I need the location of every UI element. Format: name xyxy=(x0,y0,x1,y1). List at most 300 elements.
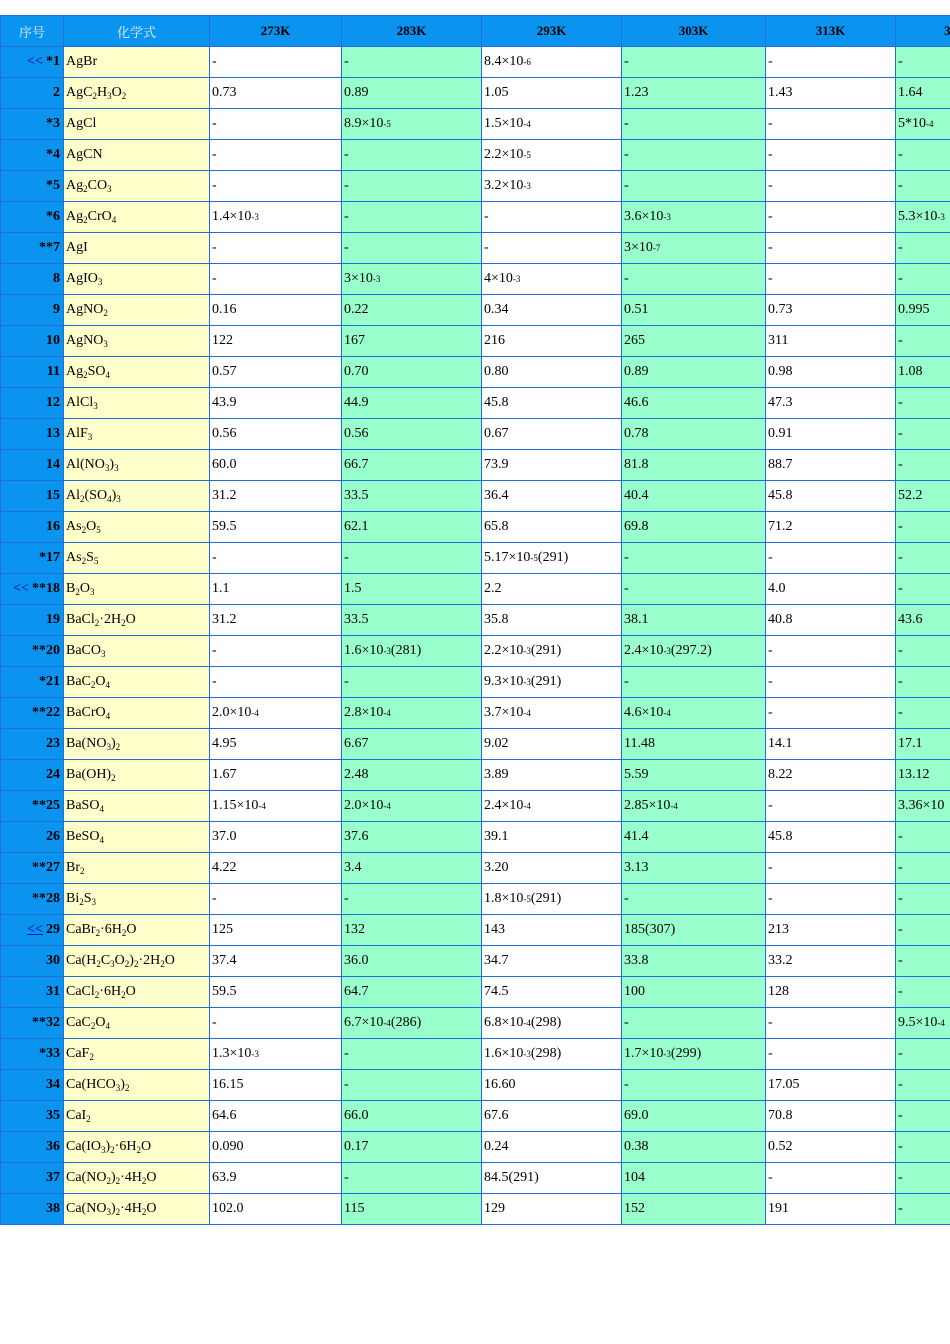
formula-cell: $Ca(IO_3)_2\cdot 6H_2O$ xyxy=(64,1132,210,1163)
solubility-cell: - xyxy=(896,1163,950,1194)
solubility-cell: 81.8 xyxy=(622,450,766,481)
solubility-cell: 1.6×10-3(298) xyxy=(482,1039,622,1070)
solubility-cell: 47.3 xyxy=(766,388,896,419)
solubility-cell: - xyxy=(210,1008,342,1039)
row-number: 29 xyxy=(46,922,60,937)
table-row xyxy=(1,1008,950,1039)
solubility-cell: - xyxy=(896,233,950,264)
back-link[interactable]: << xyxy=(13,581,29,596)
solubility-cell: 1.5×10-4 xyxy=(482,109,622,140)
table-row xyxy=(1,202,950,233)
solubility-cell: 1.7×10-3(299) xyxy=(622,1039,766,1070)
row-index xyxy=(1,729,64,760)
solubility-cell: - xyxy=(896,853,950,884)
row-number: **32 xyxy=(32,1015,60,1030)
solubility-cell: 66.0 xyxy=(342,1101,482,1132)
row-number: 23 xyxy=(46,736,60,751)
solubility-cell: 104 xyxy=(622,1163,766,1194)
solubility-cell: - xyxy=(210,667,342,698)
solubility-cell: 71.2 xyxy=(766,512,896,543)
back-link[interactable]: << xyxy=(27,922,43,937)
table-row xyxy=(1,946,950,977)
table-row xyxy=(1,884,950,915)
row-index xyxy=(1,1101,64,1132)
solubility-cell: 36.0 xyxy=(342,946,482,977)
solubility-cell: - xyxy=(896,543,950,574)
solubility-cell: 31.2 xyxy=(210,481,342,512)
formula-cell: $BaCl_2\cdot 2H_2O$ xyxy=(64,605,210,636)
solubility-cell: 265 xyxy=(622,326,766,357)
row-number: 31 xyxy=(46,984,60,999)
solubility-cell: 43.6 xyxy=(896,605,950,636)
solubility-cell: 6.67 xyxy=(342,729,482,760)
row-index xyxy=(1,140,64,171)
solubility-cell: 46.6 xyxy=(622,388,766,419)
solubility-cell: 1.8×10-5(291) xyxy=(482,884,622,915)
solubility-cell: - xyxy=(896,140,950,171)
table-row xyxy=(1,388,950,419)
solubility-cell: 0.56 xyxy=(342,419,482,450)
solubility-cell: - xyxy=(766,698,896,729)
solubility-cell: - xyxy=(622,171,766,202)
solubility-cell: 0.34 xyxy=(482,295,622,326)
row-index xyxy=(1,822,64,853)
formula-cell: $Ca(NO_3)_2\cdot 4H_2O$ xyxy=(64,1194,210,1225)
row-number: 12 xyxy=(46,395,60,410)
solubility-cell: - xyxy=(896,450,950,481)
solubility-cell: 2.2 xyxy=(482,574,622,605)
row-index xyxy=(1,1070,64,1101)
solubility-cell: 36.4 xyxy=(482,481,622,512)
solubility-cell: 143 xyxy=(482,915,622,946)
header-temp-293: 293K xyxy=(482,16,622,47)
formula-cell: AlF$_3$ xyxy=(64,419,210,450)
row-index xyxy=(1,667,64,698)
solubility-cell: 45.8 xyxy=(766,822,896,853)
table-row xyxy=(1,171,950,202)
solubility-cell: 37.6 xyxy=(342,822,482,853)
solubility-cell: 1.23 xyxy=(622,78,766,109)
table-row xyxy=(1,605,950,636)
solubility-cell: - xyxy=(896,1039,950,1070)
solubility-cell: 59.5 xyxy=(210,977,342,1008)
solubility-cell: 38.1 xyxy=(622,605,766,636)
solubility-cell: 0.70 xyxy=(342,357,482,388)
table-row xyxy=(1,698,950,729)
solubility-cell: 0.56 xyxy=(210,419,342,450)
table-row xyxy=(1,915,950,946)
solubility-cell: - xyxy=(896,636,950,667)
table-row xyxy=(1,1039,950,1070)
solubility-cell: 1.67 xyxy=(210,760,342,791)
solubility-cell: - xyxy=(766,109,896,140)
solubility-cell: 37.0 xyxy=(210,822,342,853)
solubility-cell: 39.1 xyxy=(482,822,622,853)
solubility-cell: 0.51 xyxy=(622,295,766,326)
solubility-cell: - xyxy=(896,915,950,946)
row-number: 34 xyxy=(46,1077,60,1092)
formula-cell: AgCN xyxy=(64,140,210,171)
row-index xyxy=(1,47,64,78)
formula-cell: $Ca(NO_2)_2\cdot 4H_2O$ xyxy=(64,1163,210,1194)
solubility-cell: 63.9 xyxy=(210,1163,342,1194)
row-number: **20 xyxy=(32,643,60,658)
row-index xyxy=(1,388,64,419)
table-row xyxy=(1,1163,950,1194)
row-index xyxy=(1,1163,64,1194)
solubility-cell: - xyxy=(766,171,896,202)
solubility-cell: 2.0×10-4 xyxy=(342,791,482,822)
solubility-cell: 0.98 xyxy=(766,357,896,388)
row-index xyxy=(1,512,64,543)
solubility-cell: - xyxy=(622,667,766,698)
solubility-cell: - xyxy=(210,109,342,140)
solubility-cell: 17.05 xyxy=(766,1070,896,1101)
solubility-cell: - xyxy=(766,202,896,233)
row-number: *5 xyxy=(46,178,60,193)
solubility-cell: 65.8 xyxy=(482,512,622,543)
solubility-cell: 1.08 xyxy=(896,357,950,388)
solubility-cell: 191 xyxy=(766,1194,896,1225)
table-row xyxy=(1,140,950,171)
solubility-cell: - xyxy=(622,574,766,605)
solubility-cell: 88.7 xyxy=(766,450,896,481)
table-row xyxy=(1,419,950,450)
row-index xyxy=(1,481,64,512)
row-number: *21 xyxy=(39,674,60,689)
row-number: *1 xyxy=(46,54,60,69)
solubility-cell: - xyxy=(896,388,950,419)
solubility-cell: 45.8 xyxy=(766,481,896,512)
header-temp-283: 283K xyxy=(342,16,482,47)
solubility-cell: 64.6 xyxy=(210,1101,342,1132)
solubility-cell: 2.85×10-4 xyxy=(622,791,766,822)
solubility-cell: 1.64 xyxy=(896,78,950,109)
solubility-cell: - xyxy=(896,822,950,853)
solubility-cell: 2.2×10-5 xyxy=(482,140,622,171)
row-number: 14 xyxy=(46,457,60,472)
solubility-cell: 74.5 xyxy=(482,977,622,1008)
solubility-cell: - xyxy=(210,636,342,667)
solubility-cell: - xyxy=(766,884,896,915)
solubility-cell: - xyxy=(766,47,896,78)
formula-cell: AlCl$_3$ xyxy=(64,388,210,419)
formula-cell: $Ca(H_2C_3O_2)_2\cdot 2H_2O$ xyxy=(64,946,210,977)
formula-cell: $Ag_2SO_4$ xyxy=(64,357,210,388)
formula-cell: $As_2S_5$ xyxy=(64,543,210,574)
row-number: **25 xyxy=(32,798,60,813)
header-temp-303: 303K xyxy=(622,16,766,47)
solubility-cell: - xyxy=(896,977,950,1008)
row-number: *33 xyxy=(39,1046,60,1061)
solubility-cell: - xyxy=(342,667,482,698)
solubility-cell: 69.0 xyxy=(622,1101,766,1132)
row-number: 26 xyxy=(46,829,60,844)
solubility-cell: 1.1 xyxy=(210,574,342,605)
solubility-cell: 3.13 xyxy=(622,853,766,884)
row-number: 15 xyxy=(46,488,60,503)
solubility-cell: 125 xyxy=(210,915,342,946)
solubility-cell: 5.17×10-5(291) xyxy=(482,543,622,574)
formula-cell: AgIO$_3$ xyxy=(64,264,210,295)
table-body xyxy=(1,47,950,1225)
solubility-cell: - xyxy=(766,264,896,295)
formula-cell: CaI$_2$ xyxy=(64,1101,210,1132)
row-index xyxy=(1,977,64,1008)
solubility-cell: 41.4 xyxy=(622,822,766,853)
solubility-cell: 4×10-3 xyxy=(482,264,622,295)
solubility-cell: 3.7×10-4 xyxy=(482,698,622,729)
row-number: *6 xyxy=(46,209,60,224)
row-index xyxy=(1,791,64,822)
solubility-cell: 16.60 xyxy=(482,1070,622,1101)
header-temp-cut: 3 xyxy=(896,16,950,47)
solubility-cell: 0.80 xyxy=(482,357,622,388)
formula-cell: $B_2O_3$ xyxy=(64,574,210,605)
row-index xyxy=(1,450,64,481)
solubility-cell: 64.7 xyxy=(342,977,482,1008)
row-index xyxy=(1,357,64,388)
solubility-cell: - xyxy=(342,1039,482,1070)
solubility-cell: 8.9×10-5 xyxy=(342,109,482,140)
solubility-cell: 0.73 xyxy=(766,295,896,326)
table-row xyxy=(1,760,950,791)
table-row xyxy=(1,295,950,326)
row-number: 19 xyxy=(46,612,60,627)
solubility-cell: 31.2 xyxy=(210,605,342,636)
solubility-cell: 128 xyxy=(766,977,896,1008)
solubility-cell: 33.5 xyxy=(342,481,482,512)
row-index xyxy=(1,698,64,729)
formula-cell: $Ca(HCO_3)_2$ xyxy=(64,1070,210,1101)
row-index xyxy=(1,78,64,109)
row-number: 35 xyxy=(46,1108,60,1123)
solubility-cell: - xyxy=(622,543,766,574)
formula-cell: AgBr xyxy=(64,47,210,78)
row-number: **27 xyxy=(32,860,60,875)
solubility-cell: - xyxy=(896,512,950,543)
formula-cell: AgNO$_3$ xyxy=(64,326,210,357)
formula-cell: BeSO$_4$ xyxy=(64,822,210,853)
header-temp-273: 273K xyxy=(210,16,342,47)
row-number: **18 xyxy=(32,581,60,596)
formula-cell: $As_2O_5$ xyxy=(64,512,210,543)
solubility-cell: 3.36×10 xyxy=(896,791,950,822)
table-row xyxy=(1,1070,950,1101)
solubility-cell: 60.0 xyxy=(210,450,342,481)
solubility-cell: 66.7 xyxy=(342,450,482,481)
solubility-cell: 44.9 xyxy=(342,388,482,419)
solubility-cell: 34.7 xyxy=(482,946,622,977)
solubility-cell: - xyxy=(210,171,342,202)
solubility-cell: 3.2×10-3 xyxy=(482,171,622,202)
solubility-cell: 216 xyxy=(482,326,622,357)
row-number: 11 xyxy=(46,364,60,379)
formula-cell: $Ag_2CO_3$ xyxy=(64,171,210,202)
solubility-cell: 3.6×10-3 xyxy=(622,202,766,233)
solubility-cell: 102.0 xyxy=(210,1194,342,1225)
formula-cell: $CaBr_2\cdot 6H_2O$ xyxy=(64,915,210,946)
solubility-cell: 69.8 xyxy=(622,512,766,543)
solubility-cell: - xyxy=(210,543,342,574)
solubility-cell: - xyxy=(342,171,482,202)
solubility-cell: - xyxy=(766,1008,896,1039)
table-row xyxy=(1,481,950,512)
solubility-cell: - xyxy=(766,140,896,171)
solubility-cell: 115 xyxy=(342,1194,482,1225)
row-number: 38 xyxy=(46,1201,60,1216)
table-row xyxy=(1,1101,950,1132)
solubility-cell: - xyxy=(896,884,950,915)
table-row xyxy=(1,1132,950,1163)
solubility-cell: 3.4 xyxy=(342,853,482,884)
solubility-cell: 1.3×10-3 xyxy=(210,1039,342,1070)
solubility-cell: 3×10-3 xyxy=(342,264,482,295)
solubility-cell: - xyxy=(622,109,766,140)
solubility-cell: 6.7×10-4(286) xyxy=(342,1008,482,1039)
row-number: 37 xyxy=(46,1170,60,1185)
solubility-cell: 0.38 xyxy=(622,1132,766,1163)
table-row xyxy=(1,109,950,140)
solubility-cell: 70.8 xyxy=(766,1101,896,1132)
row-number: **7 xyxy=(39,240,60,255)
solubility-cell: 8.4×10-6 xyxy=(482,47,622,78)
solubility-cell: 16.15 xyxy=(210,1070,342,1101)
solubility-cell: - xyxy=(766,233,896,264)
formula-cell: AgCl xyxy=(64,109,210,140)
solubility-cell: 132 xyxy=(342,915,482,946)
solubility-cell: - xyxy=(896,326,950,357)
solubility-cell: - xyxy=(896,698,950,729)
solubility-cell: - xyxy=(342,202,482,233)
solubility-cell: - xyxy=(342,47,482,78)
solubility-cell: - xyxy=(896,667,950,698)
solubility-cell: 9.3×10-3(291) xyxy=(482,667,622,698)
solubility-cell: 5.3×10-3 xyxy=(896,202,950,233)
solubility-cell: - xyxy=(342,1163,482,1194)
solubility-cell: 152 xyxy=(622,1194,766,1225)
solubility-cell: 13.12 xyxy=(896,760,950,791)
solubility-cell: 3.89 xyxy=(482,760,622,791)
solubility-cell: 213 xyxy=(766,915,896,946)
solubility-cell: 0.73 xyxy=(210,78,342,109)
row-index xyxy=(1,884,64,915)
row-index xyxy=(1,171,64,202)
formula-cell: $Ag_2CrO_4$ xyxy=(64,202,210,233)
solubility-cell: - xyxy=(622,884,766,915)
solubility-cell: 3.20 xyxy=(482,853,622,884)
solubility-cell: 2.4×10-3(297.2) xyxy=(622,636,766,667)
solubility-cell: 33.8 xyxy=(622,946,766,977)
table-row xyxy=(1,512,950,543)
row-index xyxy=(1,1008,64,1039)
header-formula: 化学式 xyxy=(64,16,210,47)
formula-cell: AgI xyxy=(64,233,210,264)
table-row xyxy=(1,78,950,109)
solubility-cell: 17.1 xyxy=(896,729,950,760)
solubility-cell: 0.89 xyxy=(342,78,482,109)
row-index xyxy=(1,326,64,357)
solubility-cell: 0.78 xyxy=(622,419,766,450)
solubility-cell: - xyxy=(210,264,342,295)
solubility-cell: - xyxy=(482,233,622,264)
table-row xyxy=(1,47,950,78)
solubility-cell: - xyxy=(766,1039,896,1070)
table-row xyxy=(1,543,950,574)
solubility-table-container xyxy=(0,15,950,1225)
row-number: 36 xyxy=(46,1139,60,1154)
table-row xyxy=(1,357,950,388)
row-number: *4 xyxy=(46,147,60,162)
solubility-cell: - xyxy=(766,853,896,884)
back-link[interactable]: << xyxy=(27,54,43,69)
solubility-cell: - xyxy=(766,636,896,667)
solubility-cell: 6.8×10-4(298) xyxy=(482,1008,622,1039)
solubility-cell: - xyxy=(342,140,482,171)
table-row xyxy=(1,667,950,698)
row-index xyxy=(1,760,64,791)
solubility-cell: 1.05 xyxy=(482,78,622,109)
solubility-cell: - xyxy=(622,264,766,295)
solubility-cell: 0.16 xyxy=(210,295,342,326)
solubility-cell: 0.24 xyxy=(482,1132,622,1163)
row-index xyxy=(1,233,64,264)
formula-cell: CaF$_2$ xyxy=(64,1039,210,1070)
solubility-cell: 84.5(291) xyxy=(482,1163,622,1194)
table-row xyxy=(1,450,950,481)
solubility-cell: 2.48 xyxy=(342,760,482,791)
solubility-cell: - xyxy=(766,543,896,574)
formula-cell: $Ba(NO_3)_2$ xyxy=(64,729,210,760)
solubility-cell: 14.1 xyxy=(766,729,896,760)
row-index xyxy=(1,915,64,946)
solubility-cell: 62.1 xyxy=(342,512,482,543)
formula-cell: $Ba(OH)_2$ xyxy=(64,760,210,791)
row-index xyxy=(1,295,64,326)
solubility-cell: 33.5 xyxy=(342,605,482,636)
table-row xyxy=(1,853,950,884)
row-number: 30 xyxy=(46,953,60,968)
row-index xyxy=(1,853,64,884)
formula-cell: AgNO$_2$ xyxy=(64,295,210,326)
solubility-cell: 1.6×10-3(281) xyxy=(342,636,482,667)
formula-cell: $Bi_2S_3$ xyxy=(64,884,210,915)
row-number: 2 xyxy=(53,85,60,100)
table-row xyxy=(1,574,950,605)
solubility-cell: 4.0 xyxy=(766,574,896,605)
solubility-cell: 2.2×10-3(291) xyxy=(482,636,622,667)
solubility-cell: - xyxy=(210,47,342,78)
solubility-cell: 0.89 xyxy=(622,357,766,388)
solubility-cell: 5*10-4 xyxy=(896,109,950,140)
header-index: 序号 xyxy=(1,16,64,47)
solubility-cell: - xyxy=(896,574,950,605)
solubility-cell: - xyxy=(896,1194,950,1225)
row-index xyxy=(1,636,64,667)
solubility-cell: 43.9 xyxy=(210,388,342,419)
solubility-cell: - xyxy=(622,1008,766,1039)
row-number: **22 xyxy=(32,705,60,720)
solubility-cell: 0.090 xyxy=(210,1132,342,1163)
row-number: 13 xyxy=(46,426,60,441)
solubility-cell: - xyxy=(342,543,482,574)
table-row xyxy=(1,636,950,667)
row-index xyxy=(1,1132,64,1163)
solubility-cell: 2.4×10-4 xyxy=(482,791,622,822)
solubility-cell: 9.5×10-4 xyxy=(896,1008,950,1039)
formula-cell: $BaC_2O_4$ xyxy=(64,667,210,698)
solubility-cell: 67.6 xyxy=(482,1101,622,1132)
